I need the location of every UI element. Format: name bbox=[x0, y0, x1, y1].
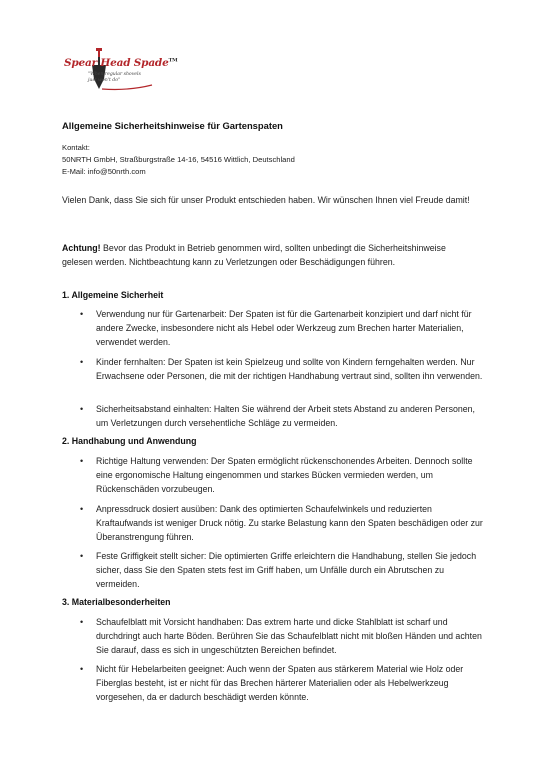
intro-paragraph: Vielen Dank, dass Sie sich für unser Produkt entschieden haben. Wir wünschen Ihnen viel Freude damit! bbox=[62, 195, 470, 205]
contact-email: E-Mail: info@50nrth.com bbox=[62, 167, 146, 176]
brand-logo bbox=[62, 45, 178, 97]
section-heading: 2. Handhabung und Anwendung bbox=[62, 436, 197, 446]
list-item-text: Nicht für Hebelarbeiten geeignet: Auch wenn der Spaten aus stärkerem Material wie Holz oder Fiberglas besteht, ist er nicht für das Brechen härterer Materialien oder als Hebelwerkzeug vorgesehen, da er dadurch beschädigt werden könnte. bbox=[96, 664, 464, 702]
list-item-text: Schaufelblatt mit Vorsicht handhaben: Das extrem harte und dicke Stahlblatt ist scharf und durchdringt auch harte Böden. Berühren Sie das Schaufelblatt nicht mit bloßen Händen und achten Sie darauf, dass es sich in ungeschützten Bereichen befindet. bbox=[96, 617, 482, 655]
section-heading: 1. Allgemeine Sicherheit bbox=[62, 290, 164, 300]
bullet-icon: • bbox=[80, 309, 84, 319]
bullet-icon: • bbox=[80, 456, 84, 466]
bullet-icon: • bbox=[80, 617, 84, 627]
warning-paragraph bbox=[62, 241, 477, 269]
bullet-icon: • bbox=[80, 404, 84, 414]
bullet-icon: • bbox=[80, 504, 84, 514]
list-item-text: Anpressdruck dosiert ausüben: Dank des optimierten Schaufelwinkels und reduzierten Kraftaufwands ist weniger Druck nötig. Zu starke Belastung kann den Spaten beschädigen oder zur Überanstrengung führen. bbox=[96, 504, 483, 542]
contact-address: 50NRTH GmbH, Straßburgstraße 14-16, 54516 Wittlich, Deutschland bbox=[62, 155, 295, 164]
document-title: Allgemeine Sicherheitshinweise für Gartenspaten bbox=[62, 120, 283, 131]
contact-block bbox=[62, 142, 295, 178]
spade-logo-icon bbox=[62, 45, 162, 97]
brand-name: Spear Head Spade™ bbox=[64, 57, 178, 69]
list-item-text: Verwendung nur für Gartenarbeit: Der Spaten ist für die Gartenarbeit konzipiert und darf nicht für andere Zwecke, insbesondere nicht als Hebel oder Werkzeug zum Brechen harter Materialien, verwendet werden. bbox=[96, 309, 472, 347]
section-heading: 3. Materialbesonderheiten bbox=[62, 597, 171, 607]
list-item-text: Feste Griffigkeit stellt sicher: Die optimierten Griffe erleichtern die Handhabung, stellen Sie jedoch sicher, dass Sie den Spaten stets fest im Griff haben, um Unfälle durch ein Abrutschen zu vermeiden. bbox=[96, 551, 477, 589]
list-item-text: Kinder fernhalten: Der Spaten ist kein Spielzeug und sollte von Kindern ferngehalten werden. Nur Erwachsene oder Personen, die mit der richtigen Handhabung vertraut sind, sollten ihn verwenden. bbox=[96, 357, 483, 381]
warning-text: Bevor das Produkt in Betrieb genommen wird, sollten unbedingt die Sicherheitshinweise gelesen werden. Nichtbeachtung kann zu Verletzungen oder Beschädigungen führen. bbox=[62, 243, 446, 267]
bullet-icon: • bbox=[80, 664, 84, 674]
bullet-icon: • bbox=[80, 357, 84, 367]
bullet-icon: • bbox=[80, 551, 84, 561]
contact-label: Kontakt: bbox=[62, 143, 90, 152]
brand-tagline: "When regular shovels just won't do" bbox=[88, 72, 141, 83]
list-item-text: Sicherheitsabstand einhalten: Halten Sie während der Arbeit stets Abstand zu anderen Personen, um Verletzungen durch versehentliche Schläge zu vermeiden. bbox=[96, 404, 476, 428]
list-item-text: Richtige Haltung verwenden: Der Spaten ermöglicht rückenschonendes Arbeiten. Dennoch sollte eine ergonomische Haltung eingenommen und starkes Bücken vermieden werden, um Rückenschäden vorzubeugen. bbox=[96, 456, 473, 494]
warning-lead: Achtung! bbox=[62, 243, 101, 253]
